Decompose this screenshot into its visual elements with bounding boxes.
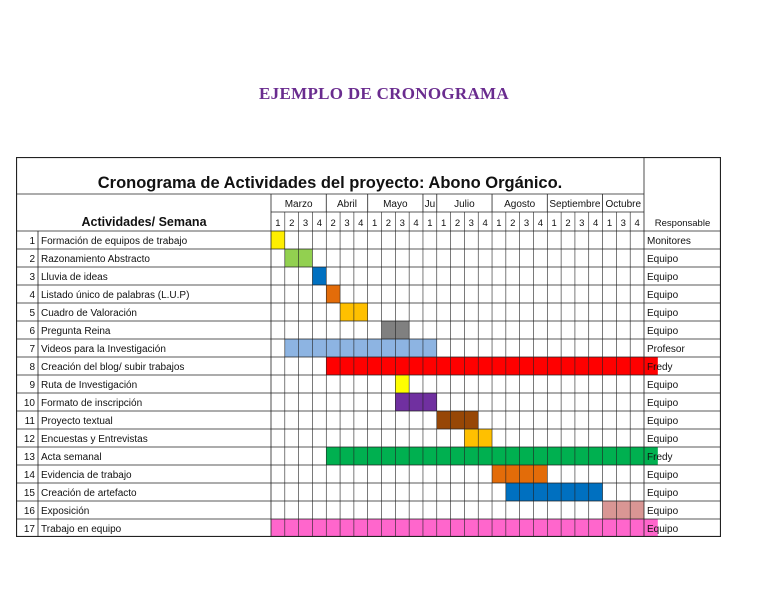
responsible-name: Equipo — [647, 524, 679, 535]
gantt-bar — [285, 339, 437, 357]
month-label: Septiembre — [549, 199, 601, 210]
week-label: 2 — [565, 218, 571, 229]
row-number: 7 — [29, 344, 35, 355]
activity-name: Pregunta Reina — [41, 326, 111, 337]
activity-name: Acta semanal — [41, 452, 102, 463]
month-label: Ju — [424, 199, 436, 210]
week-label: 1 — [606, 218, 613, 229]
row-number: 4 — [29, 290, 35, 301]
row-number: 8 — [29, 362, 35, 373]
week-label: 1 — [496, 218, 502, 229]
responsible-name: Profesor — [647, 344, 685, 355]
responsible-name: Equipo — [647, 470, 679, 481]
row-number: 15 — [23, 488, 35, 499]
responsible-name: Monitores — [647, 236, 691, 247]
week-label: 3 — [579, 218, 585, 229]
week-label: 3 — [344, 218, 350, 229]
month-label: Mayo — [383, 199, 408, 210]
week-label: 4 — [413, 218, 419, 229]
week-label: 4 — [316, 218, 323, 229]
activity-name: Evidencia de trabajo — [41, 470, 132, 481]
responsible-name: Equipo — [647, 380, 679, 391]
week-label: 4 — [634, 218, 640, 229]
gantt-bar — [326, 285, 340, 303]
activity-name: Lluvia de ideas — [41, 272, 108, 283]
activity-name: Creación del blog/ subir trabajos — [41, 362, 185, 373]
activities-header: Actividades/ Semana — [81, 215, 207, 229]
responsible-name: Equipo — [647, 290, 679, 301]
activity-name: Formato de inscripción — [41, 398, 143, 409]
row-number: 10 — [23, 398, 35, 409]
week-label: 4 — [592, 218, 599, 229]
row-number: 12 — [23, 434, 35, 445]
week-label: 2 — [510, 218, 516, 229]
activity-name: Videos para la Investigación — [41, 344, 166, 355]
row-number: 13 — [23, 452, 35, 463]
activity-name: Formación de equipos de trabajo — [41, 236, 188, 247]
week-label: 3 — [302, 218, 309, 229]
responsible-header: Responsable — [654, 218, 711, 229]
responsible-name: Equipo — [647, 254, 679, 265]
row-number: 16 — [23, 506, 35, 517]
week-label: 2 — [385, 218, 392, 229]
row-number: 17 — [23, 524, 35, 535]
responsible-name: Equipo — [647, 308, 679, 319]
responsible-name: Equipo — [647, 506, 679, 517]
month-label: Marzo — [284, 199, 313, 210]
row-number: 6 — [29, 326, 35, 337]
table-title: Cronograma de Actividades del proyecto: Abono Orgánico. — [97, 174, 563, 192]
week-label: 3 — [523, 218, 530, 229]
gantt-bar — [437, 411, 478, 429]
schedule-table — [16, 157, 721, 537]
month-label: Agosto — [504, 199, 536, 210]
activity-name: Listado único de palabras (L.U.P) — [41, 290, 190, 301]
activity-name: Ruta de Investigación — [41, 380, 138, 391]
row-number: 14 — [23, 470, 35, 481]
week-label: 4 — [482, 218, 488, 229]
week-label: 3 — [468, 218, 474, 229]
activity-name: Proyecto textual — [41, 416, 113, 427]
gantt-bar — [395, 375, 409, 393]
responsible-name: Fredy — [647, 362, 673, 373]
week-label: 2 — [289, 218, 295, 229]
activity-name: Razonamiento Abstracto — [41, 254, 150, 265]
row-number: 3 — [29, 272, 35, 283]
responsible-name: Equipo — [647, 326, 679, 337]
month-label: Julio — [454, 199, 475, 210]
gantt-bar — [603, 501, 644, 519]
week-label: 1 — [371, 218, 378, 229]
week-label: 1 — [441, 218, 447, 229]
week-label: 3 — [399, 218, 405, 229]
row-number: 2 — [29, 254, 35, 265]
responsible-name: Equipo — [647, 434, 679, 445]
page-title: EJEMPLO DE CRONOGRAMA — [259, 84, 509, 103]
gantt-bar — [312, 267, 326, 285]
row-number: 11 — [24, 416, 35, 427]
gantt-bar — [395, 393, 436, 411]
responsible-name: Equipo — [647, 488, 679, 499]
activity-name: Exposición — [41, 506, 90, 517]
row-number: 9 — [29, 380, 35, 391]
activity-name: Encuestas y Entrevistas — [41, 434, 148, 445]
week-label: 4 — [537, 218, 544, 229]
responsible-name: Equipo — [647, 398, 679, 409]
week-label: 2 — [454, 218, 461, 229]
activity-name: Trabajo en equipo — [41, 524, 122, 535]
week-label: 2 — [330, 218, 336, 229]
row-number: 5 — [29, 308, 35, 319]
week-label: 1 — [551, 218, 557, 229]
month-label: Octubre — [605, 199, 642, 210]
responsible-name: Equipo — [647, 416, 679, 427]
activity-name: Cuadro de Valoración — [41, 308, 137, 319]
gantt-bar — [506, 483, 603, 501]
month-label: Abril — [336, 199, 357, 210]
gantt-bar — [271, 231, 285, 249]
week-label: 3 — [620, 218, 626, 229]
week-label: 1 — [427, 218, 433, 229]
responsible-name: Fredy — [647, 452, 673, 463]
responsible-name: Equipo — [647, 272, 679, 283]
week-label: 4 — [358, 218, 364, 229]
week-label: 1 — [275, 218, 281, 229]
activity-name: Creación de artefacto — [41, 488, 137, 499]
row-number: 1 — [29, 236, 35, 247]
